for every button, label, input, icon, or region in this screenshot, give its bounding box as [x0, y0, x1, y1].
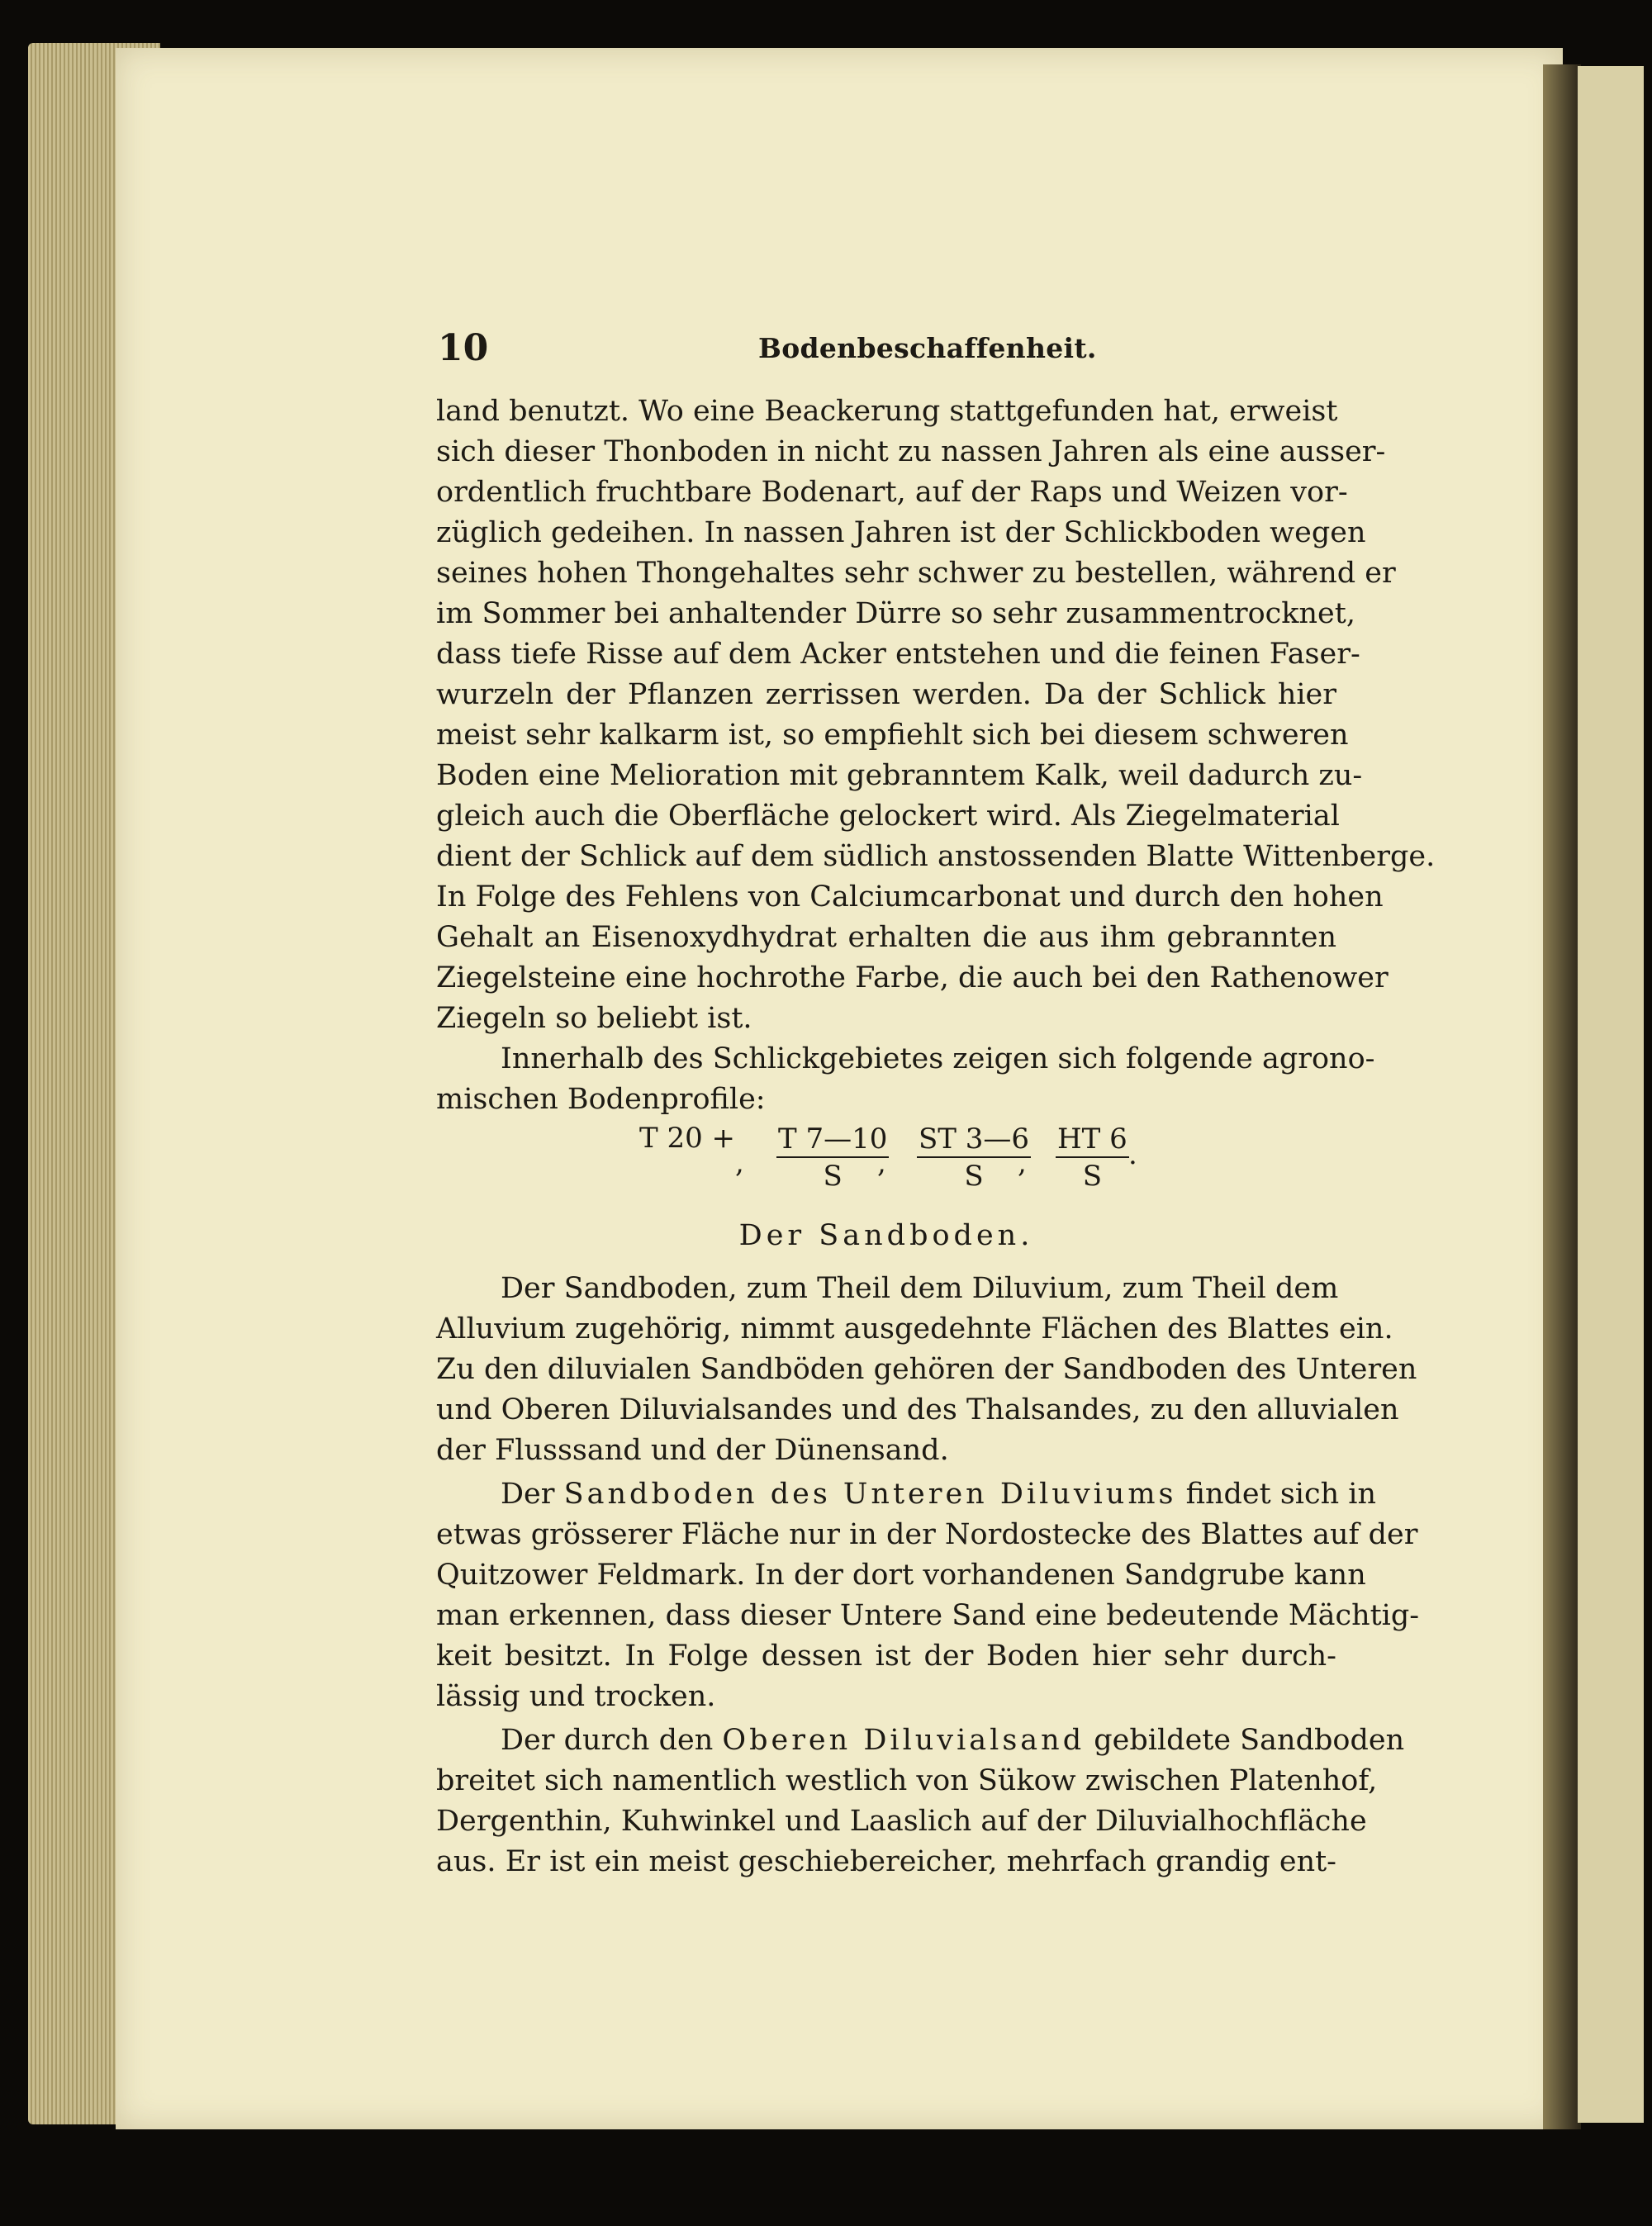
text-line: Zu den diluvialen Sandböden gehören der Sandboden des Unteren	[436, 1353, 1417, 1386]
fraction-denominator: S	[1082, 1160, 1103, 1193]
paragraph-4	[436, 1474, 1420, 1717]
book-gutter	[1543, 64, 1581, 2129]
text-line: und Oberen Diluvialsandes und des Thalsandes, zu den alluvialen	[436, 1393, 1399, 1426]
formula-period: .	[1128, 1138, 1137, 1171]
text-line: lässig und trocken.	[436, 1680, 716, 1713]
paragraph-5	[436, 1721, 1405, 1882]
text-line	[436, 1474, 1376, 1515]
fraction-numerator: HT 6	[1056, 1122, 1129, 1158]
paragraph-1	[436, 392, 1436, 1039]
section-heading: Der Sandboden.	[738, 1219, 1034, 1252]
spaced-emphasis: Sandboden des Unteren Diluviums	[563, 1478, 1177, 1511]
text-line: ordentlich fruchtbare Bodenart, auf der Raps und Weizen vor-	[436, 476, 1348, 509]
text-line: dient der Schlick auf dem südlich anstossenden Blatte Wittenberge.	[436, 840, 1436, 873]
text-span: findet sich in	[1185, 1478, 1376, 1511]
text-line: dass tiefe Risse auf dem Acker entstehen und die feinen Faser-	[436, 638, 1360, 671]
text-line: aus. Er ist ein meist geschiebereicher, mehrfach grandig ent-	[436, 1845, 1336, 1878]
text-line: Ziegeln so beliebt ist.	[436, 1002, 752, 1035]
text-line: seines hohen Thongehaltes sehr schwer zu bestellen, während er	[436, 557, 1396, 590]
text-span: Der	[501, 1478, 555, 1511]
soil-profile-formula	[436, 1122, 1336, 1201]
text-span: gebildete Sandboden	[1094, 1724, 1405, 1757]
text-line: mischen Bodenprofile:	[436, 1083, 766, 1116]
text-line: sich dieser Thonboden in nicht zu nassen Jahren als eine ausser-	[436, 435, 1386, 468]
text-line: In Folge des Fehlens von Calciumcarbonat und durch den hohen	[436, 880, 1384, 914]
text-line: Innerhalb des Schlickgebietes zeigen sich folgende agrono-	[501, 1042, 1375, 1075]
text-span: Der durch den	[501, 1724, 714, 1757]
paragraph-2	[436, 1039, 1375, 1120]
text-line: gleich auch die Oberfläche gelockert wird. Als Ziegelmaterial	[436, 800, 1340, 833]
text-line: Ziegelsteine eine hochrothe Farbe, die auch bei den Rathenower	[436, 961, 1389, 994]
text-line: wurzeln der Pflanzen zerrissen werden. Da der Schlick hier	[436, 678, 1336, 711]
page-number: 10	[438, 327, 489, 369]
formula-comma: ,	[877, 1146, 886, 1179]
formula-fraction-1	[776, 1122, 889, 1194]
formula-fraction-2	[917, 1122, 1031, 1194]
text-line: Alluvium zugehörig, nimmt ausgedehnte Flächen des Blattes ein.	[436, 1312, 1393, 1346]
text-line: meist sehr kalkarm ist, so empfiehlt sich bei diesem schweren	[436, 719, 1349, 752]
page-text	[436, 322, 1436, 1882]
formula-comma: ,	[735, 1146, 744, 1179]
paragraph-3	[436, 1269, 1417, 1471]
text-line: Dergenthin, Kuhwinkel und Laaslich auf der Diluvialhochfläche	[436, 1805, 1367, 1838]
fraction-denominator: S	[823, 1160, 843, 1193]
fraction-numerator: T 7—10	[776, 1122, 889, 1158]
text-line: Der Sandboden, zum Theil dem Diluvium, zum Theil dem	[501, 1272, 1339, 1305]
spaced-emphasis: Oberen Diluvialsand	[722, 1724, 1085, 1757]
text-line: man erkennen, dass dieser Untere Sand eine bedeutende Mächtig-	[436, 1599, 1420, 1632]
text-line: der Flusssand und der Dünensand.	[436, 1434, 949, 1467]
text-line: Gehalt an Eisenoxydhydrat erhalten die aus ihm gebrannten	[436, 921, 1336, 954]
text-line: im Sommer bei anhaltender Dürre so sehr zusammentrocknet,	[436, 597, 1355, 630]
text-line: keit besitzt. In Folge dessen ist der Boden hier sehr durch-	[436, 1640, 1336, 1673]
text-line: züglich gedeihen. In nassen Jahren ist der Schlickboden wegen	[436, 516, 1366, 549]
text-line: Boden eine Melioration mit gebranntem Kalk, weil dadurch zu-	[436, 759, 1363, 792]
fraction-numerator: ST 3—6	[917, 1122, 1031, 1158]
formula-first-term: T 20 +	[639, 1122, 736, 1155]
text-line: breitet sich namentlich westlich von Sükow zwischen Platenhof,	[436, 1764, 1378, 1797]
fraction-denominator: S	[964, 1160, 984, 1193]
facing-page-edge	[1578, 66, 1644, 2123]
formula-fraction-3	[1056, 1122, 1129, 1194]
page-header	[436, 322, 1336, 372]
running-title: Bodenbeschaffenheit.	[758, 332, 1097, 364]
text-line: etwas grösserer Fläche nur in der Nordostecke des Blattes auf der	[436, 1518, 1418, 1551]
text-line: Quitzower Feldmark. In der dort vorhandenen Sandgrube kann	[436, 1559, 1366, 1592]
text-line	[436, 1721, 1405, 1761]
text-line: land benutzt. Wo eine Beackerung stattgefunden hat, erweist	[436, 395, 1338, 428]
formula-comma: ,	[1018, 1146, 1027, 1179]
